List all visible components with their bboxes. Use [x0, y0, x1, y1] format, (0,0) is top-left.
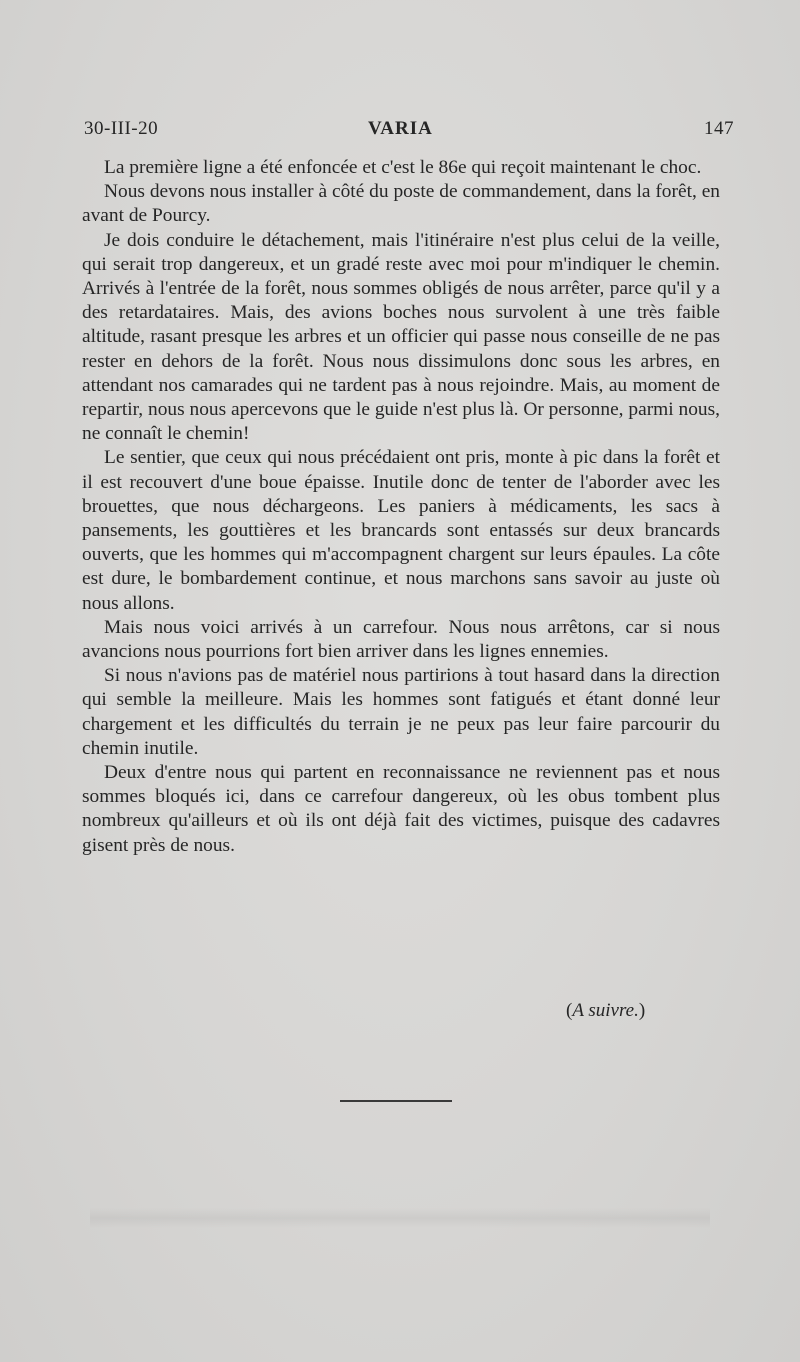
paragraph-3: Je dois conduire le détachement, mais l'itinéraire n'est plus celui de la veille, qui serait trop dangereux, et un gradé reste avec moi pour m'indiquer le chemin. Arrivés à l'entrée de la forêt, nous sommes obligés de nous arrêter, parce qu'il y a des retardataires. Mais, des avions boches nous survolent à une très faible altitude, rasant presque les arbres et un officier qui passe nous conseille de ne pas rester en dehors de la forêt. Nous nous dissimulons donc sous les arbres, en attendant nos camarades qui ne tardent pas à nous rejoindre. Mais, au moment de repartir, nous nous apercevons que le guide n'est plus là. Or personne, parmi nous, ne connaît le chemin!: [82, 229, 720, 445]
paragraph-4: Le sentier, que ceux qui nous précédaient ont pris, monte à pic dans la forêt et il est recouvert d'une boue épaisse. Inutile donc de tenter de l'aborder avec les brouettes, que nous déchargeons. Les paniers à médicaments, les sacs à pansements, les gouttières et les brancards sont entassés sur deux brancards ouverts, que les hommes qui m'accompagnent chargent sur leurs épaules. La côte est dure, le bombardement continue, et nous marchons sans savoir au juste où nous allons.: [82, 447, 720, 614]
paragraph-6: Si nous n'avions pas de matériel nous partirions à tout hasard dans la direction qui semble la meilleure. Mais les hommes sont fatigués et étant donné leur chargement et les difficultés du terrain je ne peux pas leur faire parcourir du chemin inutile.: [82, 665, 720, 759]
paragraph-7: Deux d'entre nous qui partent en reconnaissance ne reviennent pas et nous sommes bloqués ici, dans ce carrefour dangereux, où les obus tombent plus nombreux qu'ailleurs et où ils ont déjà fait des victimes, puisque des cadavres gisent près de nous.: [82, 762, 720, 856]
print-smudge: [90, 1208, 710, 1228]
to-be-continued: [566, 1000, 645, 1022]
section-divider: [340, 1100, 452, 1102]
paragraph-2: Nous devons nous installer à côté du poste de commandement, dans la forêt, en avant de Pourcy.: [82, 181, 720, 227]
body-text: [82, 156, 720, 858]
continued-close-paren: ): [638, 1000, 646, 1021]
header-date: 30-III-20: [84, 118, 159, 139]
running-header: [84, 118, 734, 146]
paragraph-1: La première ligne a été enfoncée et c'est le 86e qui reçoit maintenant le choc.: [104, 157, 702, 178]
paragraph-5: Mais nous voici arrivés à un carrefour. Nous nous arrêtons, car si nous avancions nous pourrions fort bien arriver dans les lignes ennemies.: [82, 616, 720, 663]
continued-open-paren: (: [566, 1000, 573, 1021]
continued-text: A suivre.: [572, 1000, 639, 1021]
page-number: 147: [704, 118, 734, 139]
header-section-title: VARIA: [368, 118, 433, 139]
